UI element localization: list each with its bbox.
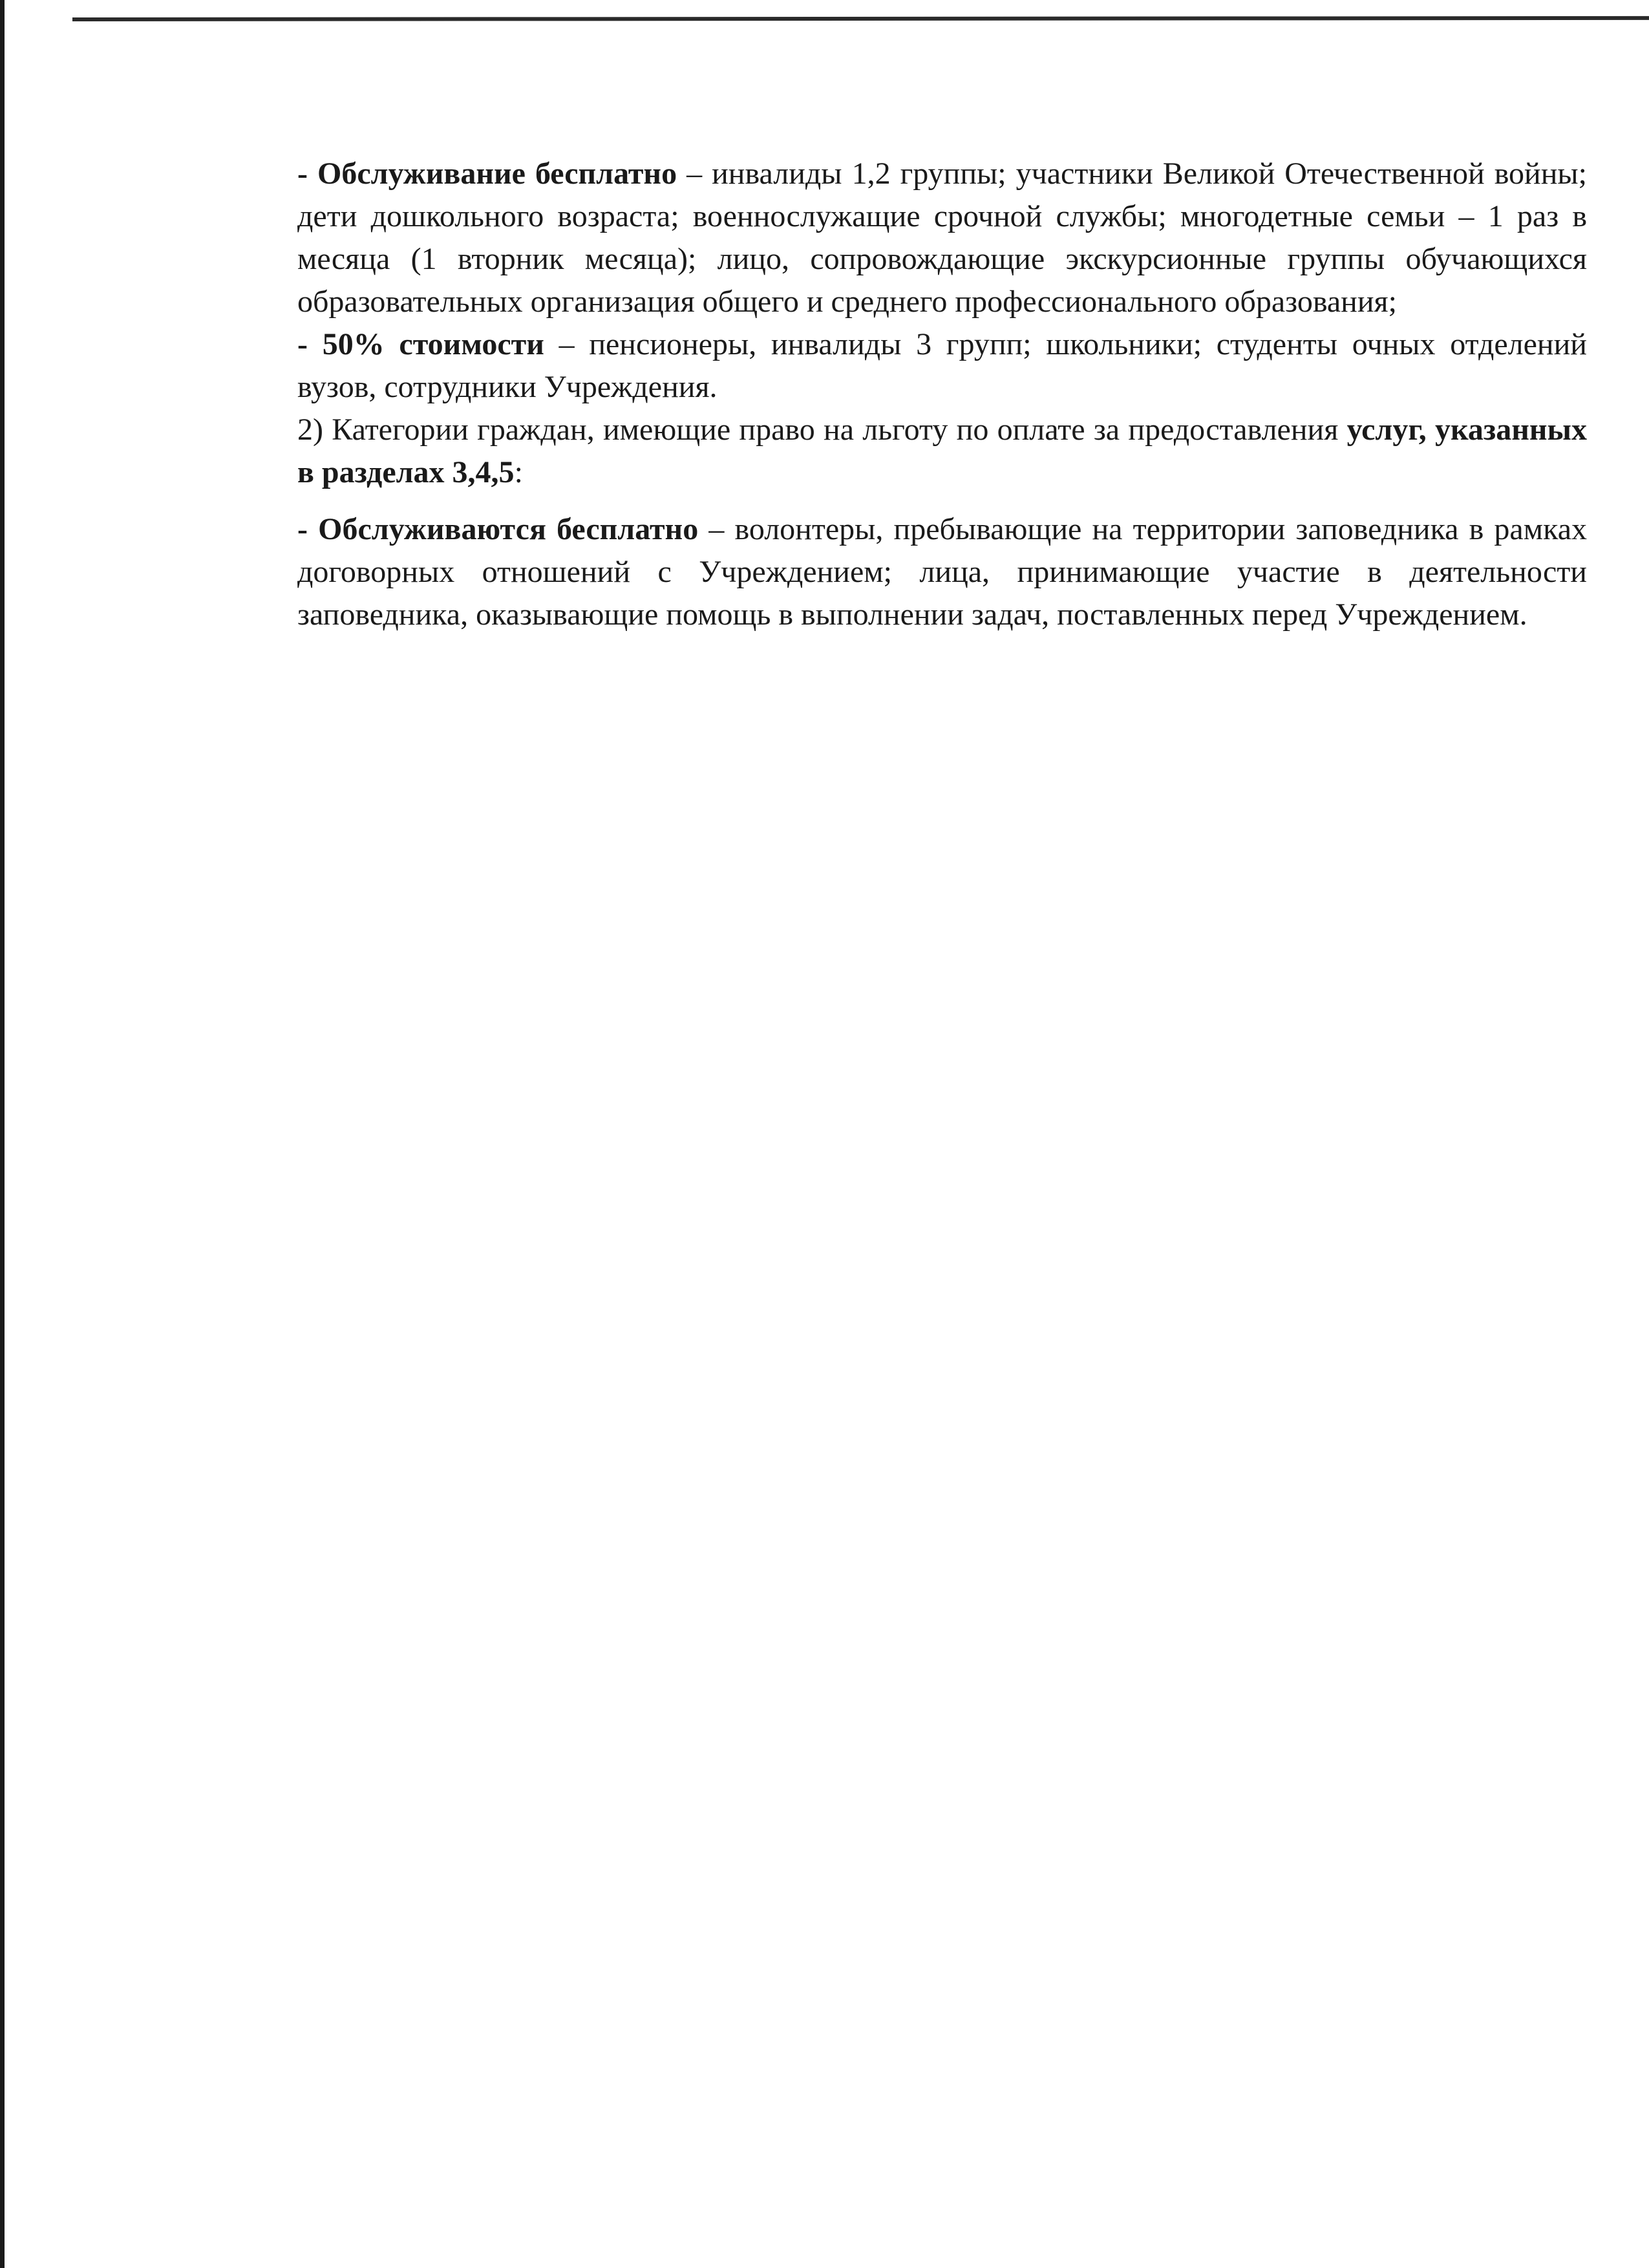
bold-lead: - Обслуживаются бесплатно — [297, 512, 699, 546]
paragraph-end: : — [514, 455, 523, 489]
paragraph-text: – пенсионеры, инвалиды 3 групп; школьники; студенты очных отделений вузов, сотрудники Учреждения. — [297, 327, 1587, 404]
paragraph-text: – инвалиды 1,2 группы; участники Великой Отечественной войны; дети дошкольного возраста; военнослужащие срочной службы; многодетные семьи – 1 раз в месяца (1 вторник месяца); лицо, сопровождающие экскурсионные группы обучающихся образовательных организация общего и среднего профессионального образования; — [297, 156, 1588, 319]
paragraph-categories — [297, 409, 1587, 494]
bold-lead: - 50% стоимости — [297, 327, 544, 361]
paragraph-text: 2) Категории граждан, имеющие право на льготу по оплате за предоставления — [297, 412, 1347, 447]
scan-top-edge — [72, 16, 1649, 21]
scan-left-edge — [0, 0, 5, 2268]
paragraph-volunteers — [297, 508, 1587, 636]
bold-lead: - Обслуживание бесплатно — [297, 156, 677, 191]
paragraph-half-price — [297, 323, 1587, 409]
document-body — [297, 153, 1587, 636]
bold-tail: услуг, указанных в разделах 3,4,5 — [297, 412, 1587, 489]
paragraph-free-service — [297, 153, 1587, 323]
paragraph-text: – волонтеры, пребывающие на территории заповедника в рамках договорных отношений с Учреждением; лица, принимающие участие в деятельности заповедника, оказывающие помощь в выполнении задач, поставленных перед Учреждением. — [297, 512, 1587, 632]
